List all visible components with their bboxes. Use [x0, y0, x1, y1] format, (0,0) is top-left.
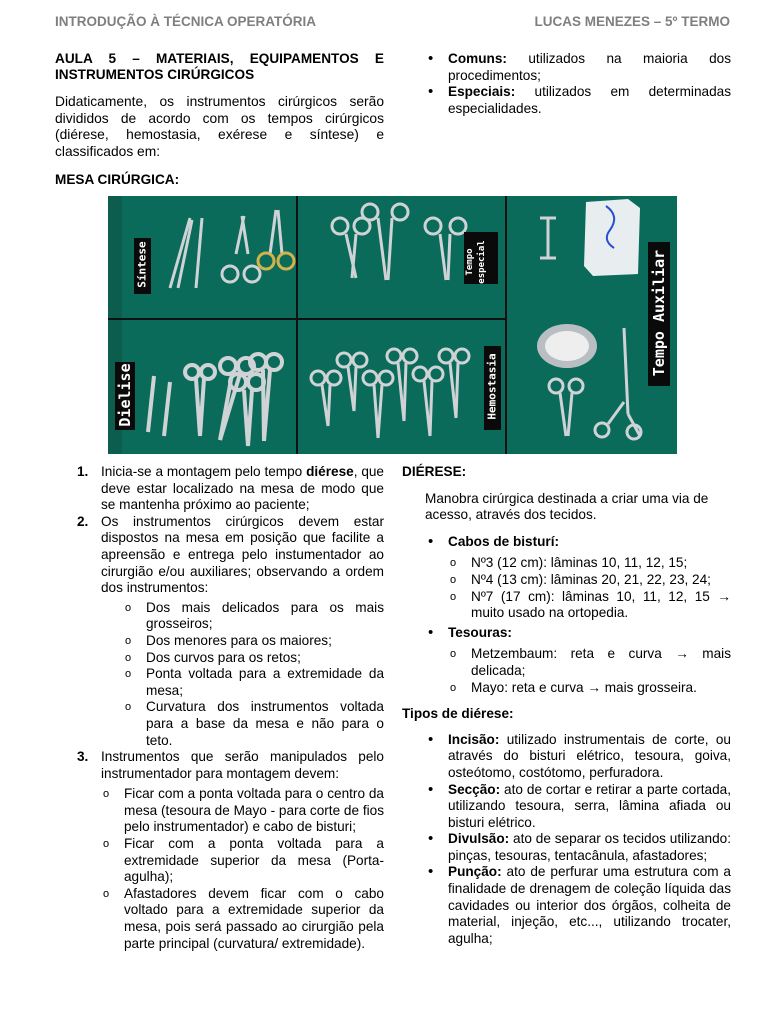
item-text: , que deve estar localizado na mesa de modo que se mantenha próximo ao paciente;	[101, 464, 384, 513]
item-number: 1.	[77, 464, 89, 479]
label-sintese-bg	[134, 238, 151, 294]
item-term: Comuns:	[448, 51, 507, 66]
label-sintese: Síntese	[135, 241, 149, 288]
item-text: Os instrumentos cirúrgicos devem estar dispostos na mesa em posição que facilite a apreensão e entrega pelo instumentador ao cirurgião e/ou auxiliares; observando a ordem dos instrumentos:	[101, 513, 384, 596]
item-text: Instrumentos que serão manipulados pelo instrumentador para montagem devem:	[101, 749, 384, 781]
sub-item: o Dos mais delicados para os mais grosseiros;	[123, 600, 384, 633]
sub-item: o Ponta voltada para a extremidade da mesa;	[123, 666, 384, 699]
item-text: utilizado instrumentais de corte, ou através do bisturi elétrico, tesoura, goiva, osteótomo, costótomo, perfuradora.	[448, 731, 731, 780]
table-divider	[505, 196, 507, 454]
item-number: 2.	[77, 513, 89, 529]
dierese-heading: DIÉRESE:	[402, 464, 467, 479]
label-dielise: Dielise	[116, 363, 134, 427]
montagem-column	[55, 464, 384, 952]
item-text: utilizados na maioria dos procedimentos;	[448, 51, 731, 83]
tesouras-label: Tesouras:	[448, 624, 512, 640]
surgical-table-photo	[108, 196, 677, 454]
item-text: Inicia-se a montagem pelo tempo	[101, 464, 307, 479]
header-course-title: INTRODUÇÃO À TÉCNICA OPERATÓRIA	[55, 14, 316, 29]
page-header	[55, 14, 730, 34]
label-tempo-especial-bg	[464, 232, 498, 284]
list-item	[55, 514, 384, 749]
list-item	[424, 864, 731, 947]
label-tempo-especial-line1: Tempo	[465, 248, 475, 276]
list-item	[55, 749, 384, 952]
left-top-column	[55, 51, 384, 189]
dierese-definition: Manobra cirúrgica destinada a criar uma via de acesso, através dos tecidos.	[425, 490, 709, 523]
label-tempo-auxiliar-bg	[648, 242, 670, 386]
label-tempo-especial	[464, 236, 488, 288]
item-term: Especiais:	[448, 84, 516, 100]
sub-item: o Nº7 (17 cm): lâminas 10, 11, 12, 15 → muito usado na ortopedia.	[448, 589, 731, 622]
list-item	[424, 732, 731, 782]
item-bold: diérese	[306, 464, 354, 479]
label-hemostasia-bg	[484, 346, 501, 430]
list-item	[424, 51, 731, 84]
label-dielise-bg	[115, 362, 135, 430]
list-item	[55, 464, 384, 514]
cabos-label: Cabos de bisturí:	[448, 533, 560, 549]
item-term: Punção:	[448, 864, 502, 880]
item-number: 3.	[77, 749, 89, 765]
table-divider	[108, 318, 507, 320]
sub-item: o Afastadores devem ficar com o cabo voltado para a extremidade superior da mesa, pois será passado ao cirurgião pela parte principal (curvatura/ extremidade).	[101, 886, 384, 952]
intro-paragraph: Didaticamente, os instrumentos cirúrgicos serão divididos de acordo com os tempos cirúrgicos (diérese, hemostasia, exérese e síntese) e classificados em:	[55, 94, 384, 159]
list-item	[424, 625, 731, 696]
sub-item: o Ficar com a ponta voltada para a extremidade superior da mesa (Porta-agulha);	[101, 836, 384, 886]
label-hemostasia: Hemostasia	[485, 353, 499, 420]
sub-item: o Mayo: reta e curva → mais grosseira.	[448, 680, 731, 697]
dierese-column	[402, 464, 731, 947]
surgical-instruments-illustration	[108, 196, 677, 454]
right-top-column	[424, 51, 731, 117]
sub-item: o Dos curvos para os retos;	[123, 650, 384, 667]
item-term: Secção:	[448, 781, 501, 797]
sub-item: o Ficar com a ponta voltada para o centro da mesa (tesoura de Mayo - para corte de fios pelo instrumentador) e cabo de bisturi;	[101, 786, 384, 836]
sub-item: o Dos menores para os maiores;	[123, 633, 384, 650]
sub-item: o Curvatura dos instrumentos voltada para a base da mesa e não para o teto.	[123, 699, 384, 749]
item-text: ato de separar os tecidos utilizando: pinças, tesouras, tentacânula, afastadores;	[448, 831, 731, 863]
table-divider	[296, 196, 298, 454]
item-text: ato de cortar e retirar a parte cortada, utilizando tesoura, serra, lâmina afiada ou bisturi elétrico.	[448, 781, 731, 830]
list-item	[424, 831, 731, 864]
label-tempo-auxiliar: Tempo Auxiliar	[650, 249, 668, 377]
list-item	[424, 84, 731, 117]
list-item	[424, 534, 731, 622]
sub-item: o Nº4 (13 cm): lâminas 20, 21, 22, 23, 24;	[448, 572, 731, 589]
sub-item: o Nº3 (12 cm): lâminas 10, 11, 12, 15;	[448, 555, 731, 572]
header-author: LUCAS MENEZES – 5º TERMO	[534, 14, 730, 29]
item-term: Incisão:	[448, 731, 500, 747]
tipos-heading: Tipos de diérese:	[402, 706, 514, 722]
mesa-heading: MESA CIRÚRGICA:	[55, 172, 180, 188]
item-text: ato de perfurar uma estrutura com a finalidade de drenagem de coleção líquida das cavidades ou interior dos órgãos, colheita de material, injeção, etc..., utilizando trocater, agulha;	[448, 864, 731, 946]
lesson-title: AULA 5 – MATERIAIS, EQUIPAMENTOS E INSTRUMENTOS CIRÚRGICOS	[55, 51, 384, 82]
item-term: Divulsão:	[448, 831, 510, 847]
label-tempo-especial-line2: especial	[477, 240, 487, 284]
list-item	[424, 782, 731, 832]
item-text: utilizados em determinadas especialidades.	[448, 84, 731, 116]
sub-item: o Metzembaum: reta e curva → mais delicada;	[448, 646, 731, 679]
